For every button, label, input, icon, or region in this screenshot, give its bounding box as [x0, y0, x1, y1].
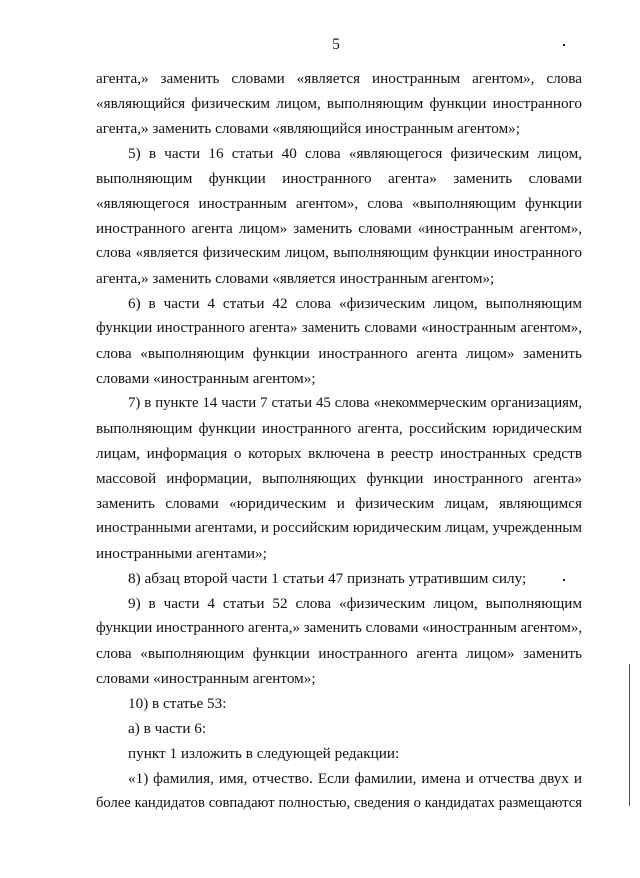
- text-line: агента,» заменить словами «являющийся иностранным агентом»;: [96, 120, 520, 137]
- text-line: агента,» заменить словами «является иностранным агентом», слова: [96, 70, 582, 87]
- text-line: 5) в части 16 статьи 40 слова «являющегося физическим лицом,: [128, 145, 582, 162]
- text-line: 9) в части 4 статьи 52 слова «физическим лицом, выполняющим: [128, 595, 582, 612]
- text-line: словами «иностранным агентом»;: [96, 670, 316, 687]
- text-line: слова «выполняющим функции иностранного агента лицом» заменить: [96, 645, 582, 662]
- scan-speck: [563, 44, 565, 46]
- text-line: 6) в части 4 статьи 42 слова «физическим лицом, выполняющим: [128, 295, 582, 312]
- text-line: заменить словами «юридическим и физическим лицам, являющимся: [96, 495, 582, 512]
- text-line: слова «является физическим лицом, выполняющим функции иностранного: [96, 245, 582, 261]
- text-line: более кандидатов совпадают полностью, сведения о кандидатах размещаются: [96, 795, 582, 811]
- text-line: иностранного агента лицом» заменить словами «иностранным агентом»,: [96, 220, 582, 237]
- text-line: а) в части 6:: [128, 720, 207, 737]
- text-line: выполняющим функции иностранного агента» заменить словами: [96, 170, 582, 187]
- text-line: слова «выполняющим функции иностранного агента лицом» заменить: [96, 345, 582, 362]
- text-line: агента,» заменить словами «является иностранным агентом»;: [96, 270, 495, 287]
- scan-edge-line: [629, 664, 630, 806]
- text-line: 7) в пункте 14 части 7 статьи 45 слова «некоммерческим организациям,: [128, 395, 582, 411]
- text-line: «являющегося иностранным агентом», слова «выполняющим функции: [96, 195, 582, 212]
- scan-speck: [563, 579, 565, 581]
- page-number: 5: [332, 36, 340, 53]
- text-line: 8) абзац второй части 1 статьи 47 признать утратившим силу;: [128, 570, 527, 587]
- text-line: иностранными агентами, и российским юридическим лицам, учрежденным: [96, 520, 582, 536]
- text-line: «1) фамилия, имя, отчество. Если фамилии, имена и отчества двух и: [128, 770, 582, 787]
- document-body: [96, 66, 582, 816]
- text-line: функции иностранного агента,» заменить словами «иностранным агентом»,: [96, 620, 583, 636]
- text-line: словами «иностранным агентом»;: [96, 370, 316, 387]
- text-line: функции иностранного агента» заменить словами «иностранным агентом»,: [96, 320, 582, 336]
- text-line: иностранными агентами»;: [96, 545, 267, 562]
- text-line: 10) в статье 53:: [128, 695, 227, 712]
- text-line: «являющийся физическим лицом, выполняющим функции иностранного: [96, 95, 582, 112]
- text-line: пункт 1 изложить в следующей редакции:: [128, 745, 400, 762]
- text-line: массовой информации, выполняющих функции иностранного агента»: [96, 470, 582, 487]
- text-line: лицам, информация о которых включена в реестр иностранных средств: [96, 445, 582, 462]
- text-line: выполняющим функции иностранного агента, российским юридическим: [96, 420, 582, 437]
